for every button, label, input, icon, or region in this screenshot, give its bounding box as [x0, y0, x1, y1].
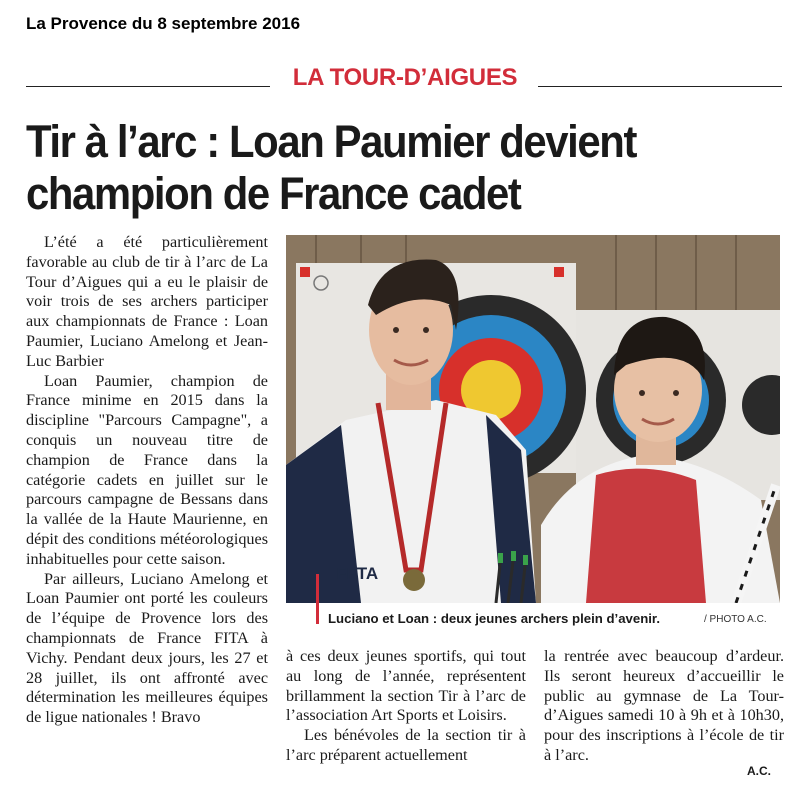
- kicker-rule-left: [26, 86, 270, 87]
- photo-credit: / PHOTO A.C.: [704, 614, 767, 625]
- photo-caption: Luciano et Loan : deux jeunes archers plein d’avenir.: [328, 611, 660, 626]
- article-photo: [286, 235, 780, 603]
- paragraph: Par ailleurs, Luciano Amelong et Loan Paumier ont porté les couleurs de l’équipe de Provence lors des championnats de France FITA à Vichy. Pendant deux jours, les 27 et 28 juillet, ils ont affronté avec détermination les meilleures équipes de ligue nationales ! Bravo: [26, 569, 268, 727]
- article-column-3: [544, 647, 784, 766]
- article-column-2: [286, 647, 526, 766]
- shirt-ffta-logo: FFTA: [336, 564, 379, 583]
- source-line: La Provence du 8 septembre 2016: [26, 14, 301, 33]
- paragraph: L’été a été particulièrement favorable au club de tir à l’arc de La Tour d’Aigues qui a eu le plaisir de voir trois de ses archers participer aux championnats de France : Loan Paumier, Luciano Amelong et Jean-Luc Barbier: [26, 233, 268, 370]
- author-signature: A.C.: [747, 764, 771, 778]
- paragraph: à ces deux jeunes sportifs, qui tout au long de l’année, représentent brillamment la section Tir à l’arc de l’association Art Sports et Loisirs.: [286, 647, 526, 725]
- paragraph: Les bénévoles de la section tir à l’arc préparent actuellement: [286, 726, 526, 764]
- section-kicker: LA TOUR-D’AIGUES: [292, 64, 518, 91]
- paragraph: la rentrée avec beaucoup d’ardeur. Ils seront heureux d’accueillir le public au gymnase de La Tour-d’Aigues samedi 10 à 9h et à 10h30, pour des inscriptions à l’école de tir à l’arc.: [544, 647, 784, 764]
- paragraph: Loan Paumier, champion de France minime en 2015 dans la discipline "Parcours Campagne", a conquis un nouveau titre de champion de France dans la catégorie cadets en juillet sur le parcours campagne de Bessans dans la vallée de la Haute Maurienne, en dépit des conditions météorologiques inhabituelles pour cette saison.: [26, 371, 268, 568]
- kicker-rule-right: [538, 86, 782, 87]
- caption-accent-bar: [316, 574, 319, 624]
- article-column-1: [26, 233, 268, 728]
- headline: Tir à l’arc : Loan Paumier devient champion de France cadet: [26, 116, 636, 219]
